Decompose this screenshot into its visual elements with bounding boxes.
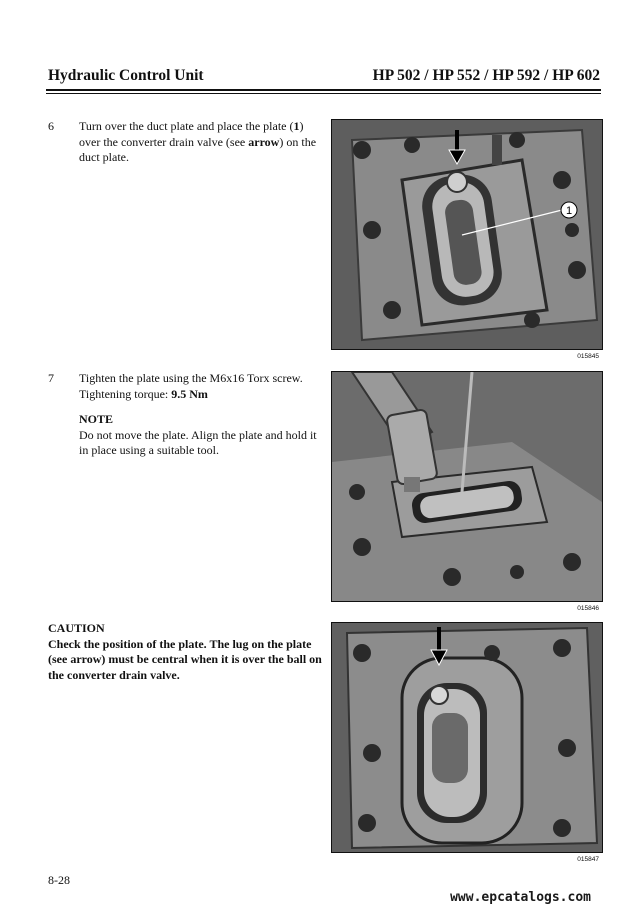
step-7-text: Tighten the plate using the M6x16 Torx screw. Tightening torque: 9.5 Nm NOTE Do not move the plate. Align the plate and hold it in place using a suitable tool. — [79, 371, 319, 459]
note-heading: NOTE — [79, 412, 114, 426]
note-text: Do not move the plate. Align the plate and hold it in place using a suitable tool. — [79, 427, 317, 457]
caution-heading: CAUTION — [48, 621, 105, 635]
step-number: 6 — [48, 119, 54, 133]
header-model-list: HP 502 / HP 552 / HP 592 / HP 602 — [372, 67, 600, 84]
callout-label: 1 — [565, 205, 573, 217]
header-title: Hydraulic Control Unit — [48, 67, 204, 84]
footer-url-link[interactable]: www.epcatalogs.com — [450, 890, 591, 905]
figure-plate-position-photo — [331, 622, 603, 853]
header-rule-thin — [46, 93, 601, 94]
caution-block — [48, 621, 323, 683]
header-rule — [46, 89, 601, 91]
figure-code: 015846 — [577, 605, 599, 612]
figure-duct-plate-photo — [331, 119, 603, 350]
figure-code: 015847 — [577, 856, 599, 863]
caution-text: Check the position of the plate. The lug on the plate (see arrow) must be central when it is over the ball on the converter drain valve. — [48, 636, 322, 682]
figure-code: 015845 — [577, 353, 599, 360]
step-number: 7 — [48, 371, 54, 385]
figure-tighten-plate-photo — [331, 371, 603, 602]
page-number: 8-28 — [48, 873, 70, 887]
step-6-text: Turn over the duct plate and place the plate (1) over the converter drain valve (see arrow) on the duct plate. — [79, 119, 317, 164]
